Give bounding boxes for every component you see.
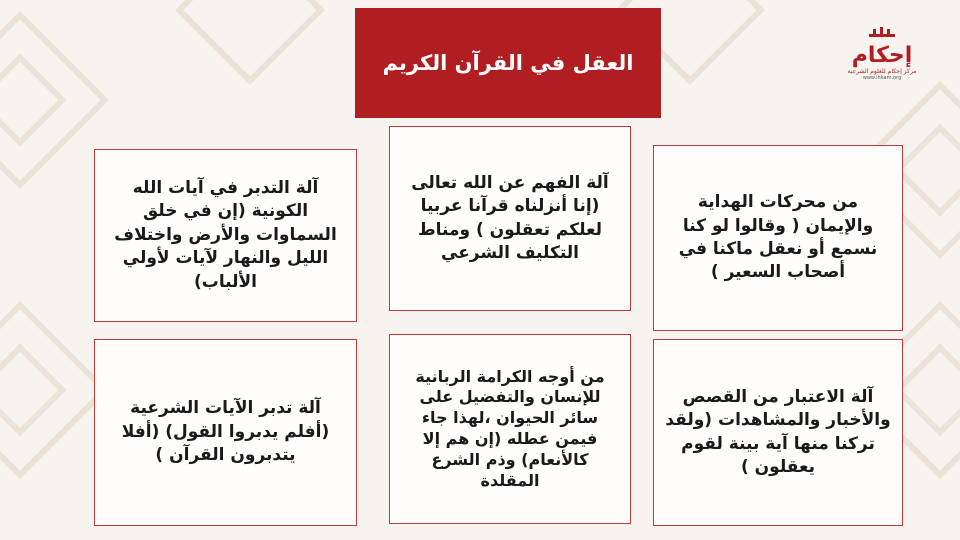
card-text: آلة الاعتبار من القصص والأخبار والمشاهدات (ولقد تركنا منها آية بينة لقوم يعقلون ) xyxy=(665,386,891,477)
logo-icon xyxy=(867,26,897,38)
card-itibar xyxy=(653,339,903,526)
card-tadabbur-kawniya xyxy=(94,149,357,322)
card-text: من محركات الهداية والإيمان ( وقالوا لو كنا نسمع أو نعقل ماكنا في أصحاب السعير ) xyxy=(678,192,878,283)
page-title-box xyxy=(355,8,661,118)
card-text: آلة تدبر الآيات الشرعية (أفلم يدبروا القول) (أفلا يتدبرون القرآن ) xyxy=(121,398,330,466)
card-text: آلة الفهم عن الله تعالى (إنا أنزلناه قرآنا عربيا لعلكم تعقلون ) ومناط التكليف الشرعي xyxy=(411,172,609,263)
card-text: من أوجه الكرامة الربانية للإنسان والتفضيل على سائر الحيوان ،لهذا جاء فيمن عطله (إن هم إلا كالأنعام) وذم الشرع المقلدة xyxy=(415,366,605,490)
card-fahm xyxy=(389,126,631,311)
logo-subtitle: مركز إحكام للعلوم الشرعية xyxy=(847,68,917,76)
logo-tagline: www.ihkam.org xyxy=(862,75,902,82)
card-text: آلة التدبر في آيات الله الكونية (إن في خلق السماوات والأرض واختلاف الليل والنهار لآيات لأولي الألباب) xyxy=(114,177,337,292)
card-tadabbur-sharia xyxy=(94,339,357,526)
card-hidaya xyxy=(653,145,903,331)
card-karama xyxy=(389,334,631,524)
page-title: العقل في القرآن الكريم xyxy=(382,51,634,75)
logo-name: إحكام xyxy=(851,43,913,68)
logo xyxy=(847,26,917,98)
